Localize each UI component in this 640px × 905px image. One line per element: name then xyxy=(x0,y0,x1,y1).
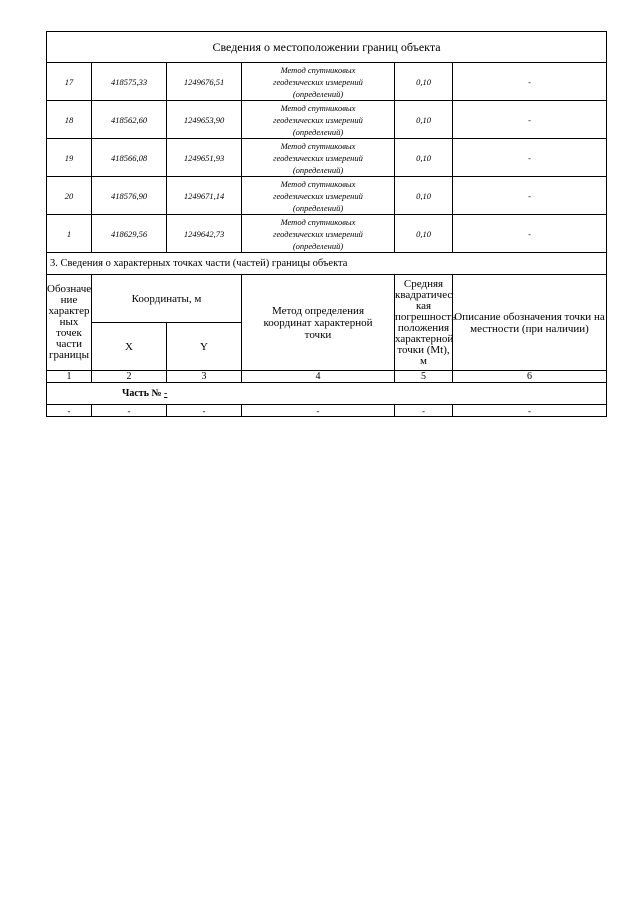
empty-cell: - xyxy=(92,405,167,417)
header-accuracy: Средняя квадратичес кая погрешность положения характерной точки (Mt), м xyxy=(395,275,453,371)
cell-coord-y: 1249642,73 xyxy=(167,215,242,253)
header-y: Y xyxy=(167,323,242,371)
cell-method xyxy=(242,101,395,139)
empty-cell: - xyxy=(453,405,607,417)
method-line: геодезических измерений xyxy=(273,152,363,163)
cell-accuracy: 0,10 xyxy=(395,139,453,177)
cell-coord-x: 418562,60 xyxy=(92,101,167,139)
method-line: геодезических измерений xyxy=(273,190,363,201)
cell-coord-x: 418629,56 xyxy=(92,215,167,253)
column-number: 4 xyxy=(242,371,395,383)
part-label: Часть № xyxy=(122,388,162,399)
section3-title: 3. Сведения о характерных точках части (частей) границы объекта xyxy=(47,253,607,275)
method-line: Метод спутниковых xyxy=(280,178,356,189)
cell-coord-y: 1249653,90 xyxy=(167,101,242,139)
column-number: 2 xyxy=(92,371,167,383)
boundary-table-sheet xyxy=(46,31,606,417)
part-row xyxy=(47,383,607,405)
column-number: 1 xyxy=(47,371,92,383)
table-row xyxy=(47,215,607,253)
header-description: Описание обозначения точки на местности (при наличии) xyxy=(453,275,607,371)
method-line: (определений) xyxy=(292,202,344,213)
method-line: (определений) xyxy=(292,88,344,99)
cell-coord-x: 418575,33 xyxy=(92,63,167,101)
cell-coord-y: 1249671,14 xyxy=(167,177,242,215)
table-row xyxy=(47,177,607,215)
empty-cell: - xyxy=(395,405,453,417)
cell-point-number: 20 xyxy=(47,177,92,215)
table-row xyxy=(47,63,607,101)
header-method: Метод определения координат характерной точки xyxy=(242,275,395,371)
cell-accuracy: 0,10 xyxy=(395,63,453,101)
method-line: (определений) xyxy=(292,126,344,137)
column-number: 3 xyxy=(167,371,242,383)
empty-cell: - xyxy=(242,405,395,417)
cell-method xyxy=(242,63,395,101)
empty-data-row xyxy=(47,405,607,417)
cell-accuracy: 0,10 xyxy=(395,177,453,215)
cell-method xyxy=(242,139,395,177)
header-coordinates: Координаты, м xyxy=(92,275,242,323)
empty-cell: - xyxy=(47,405,92,417)
column-numbers-row xyxy=(47,371,607,383)
column-number: 5 xyxy=(395,371,453,383)
cell-point-number: 18 xyxy=(47,101,92,139)
method-line: Метод спутниковых xyxy=(280,140,356,151)
cell-point-number: 1 xyxy=(47,215,92,253)
column-number: 6 xyxy=(453,371,607,383)
method-line: Метод спутниковых xyxy=(280,64,356,75)
header-x: X xyxy=(92,323,167,371)
header-point-designation: Обозначе ние характер ных точек части границы xyxy=(47,275,92,371)
method-line: (определений) xyxy=(292,164,344,175)
method-line: геодезических измерений xyxy=(273,114,363,125)
cell-coord-x: 418576,90 xyxy=(92,177,167,215)
cell-coord-y: 1249676,51 xyxy=(167,63,242,101)
method-line: Метод спутниковых xyxy=(280,102,356,113)
empty-cell: - xyxy=(167,405,242,417)
method-line: геодезических измерений xyxy=(273,228,363,239)
cell-method xyxy=(242,177,395,215)
method-line: (определений) xyxy=(292,240,344,251)
boundary-table xyxy=(46,31,607,417)
cell-description: - xyxy=(453,139,607,177)
cell-description: - xyxy=(453,177,607,215)
cell-coord-x: 418566,08 xyxy=(92,139,167,177)
table-row xyxy=(47,139,607,177)
rows-body xyxy=(47,63,607,253)
cell-description: - xyxy=(453,63,607,101)
method-line: Метод спутниковых xyxy=(280,216,356,227)
cell-description: - xyxy=(453,101,607,139)
cell-coord-y: 1249651,93 xyxy=(167,139,242,177)
cell-accuracy: 0,10 xyxy=(395,215,453,253)
table-row xyxy=(47,101,607,139)
cell-description: - xyxy=(453,215,607,253)
table-title: Сведения о местоположении границ объекта xyxy=(47,32,607,63)
cell-point-number: 17 xyxy=(47,63,92,101)
part-value: - xyxy=(164,388,168,399)
cell-accuracy: 0,10 xyxy=(395,101,453,139)
cell-method xyxy=(242,215,395,253)
cell-point-number: 19 xyxy=(47,139,92,177)
method-line: геодезических измерений xyxy=(273,76,363,87)
